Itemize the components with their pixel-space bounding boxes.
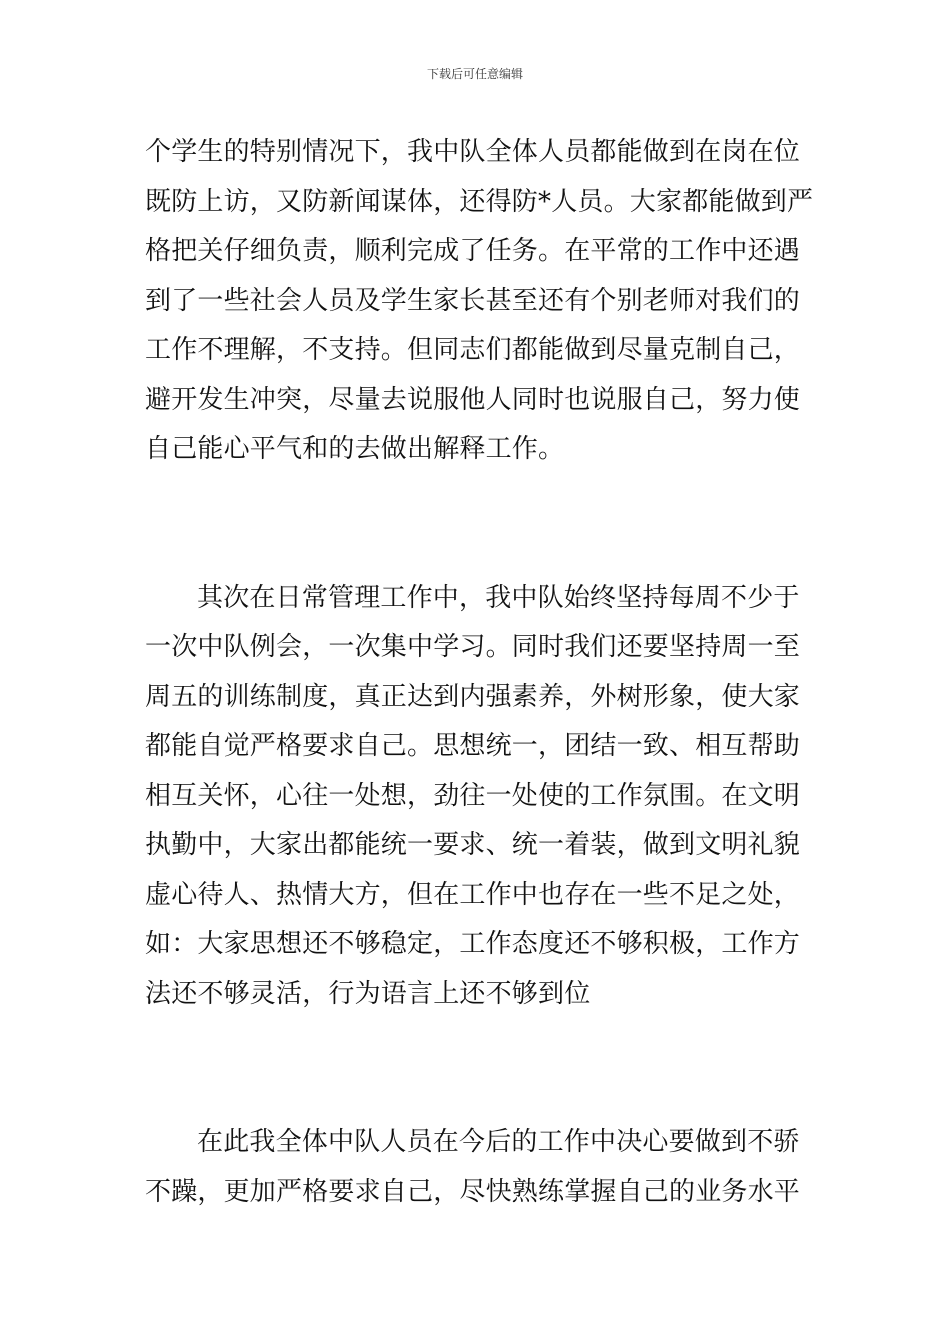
- paragraph-2: [145, 574, 815, 1020]
- text-line: 其次在日常管理工作中，我中队始终坚持每周不少于: [197, 582, 800, 613]
- text-line: 不躁，更加严格要求自己，尽快熟练掌握自己的业务水平: [145, 1176, 801, 1207]
- text-line: 法还不够灵活，行为语言上还不够到位: [145, 978, 591, 1009]
- text-line: 执勤中，大家出都能统一要求、统一着装，做到文明礼貌: [145, 830, 801, 860]
- text-line: 避开发生冲突，尽量去说服他人同时也说服自己，努力使: [145, 384, 801, 415]
- page-header: 下载后可任意编辑: [426, 67, 523, 81]
- text-line: 如：大家思想还不够稳定，工作态度还不够积极，工作方: [145, 929, 801, 959]
- text-line: 工作不理解，不支持。但同志们都能做到尽量克制自己，: [145, 335, 801, 365]
- text-line: 格把关仔细负责，顺利完成了任务。在平常的工作中还遇: [145, 236, 801, 266]
- paragraph-spacer: [145, 1019, 815, 1118]
- text-line: 虚心待人、热情大方，但在工作中也存在一些不足之处，: [145, 879, 801, 910]
- paragraph-spacer: [145, 475, 815, 574]
- paragraph-3: [145, 1118, 815, 1217]
- text-line: 相互关怀，心往一处想，劲往一处使的工作氛围。在文明: [145, 780, 801, 811]
- text-line: 周五的训练制度，真正达到内强素养，外树形象，使大家: [145, 681, 801, 712]
- text-line: 到了一些社会人员及学生家长甚至还有个别老师对我们的: [145, 285, 801, 316]
- text-line: 在此我全体中队人员在今后的工作中决心要做到不骄: [197, 1127, 800, 1157]
- text-line: 既防上访，又防新闻谋体，还得防*人员。大家都能做到严: [145, 186, 814, 217]
- paragraph-1: [145, 128, 815, 475]
- text-line: 都能自觉严格要求自己。思想统一，团结一致、相互帮助: [145, 731, 801, 761]
- text-line: 一次中队例会，一次集中学习。同时我们还要坚持周一至: [145, 632, 801, 662]
- text-line: 自己能心平气和的去做出解释工作。: [145, 434, 565, 464]
- text-line: 个学生的特别情况下，我中队全体人员都能做到在岗在位: [145, 137, 801, 167]
- document-body: [145, 128, 815, 1217]
